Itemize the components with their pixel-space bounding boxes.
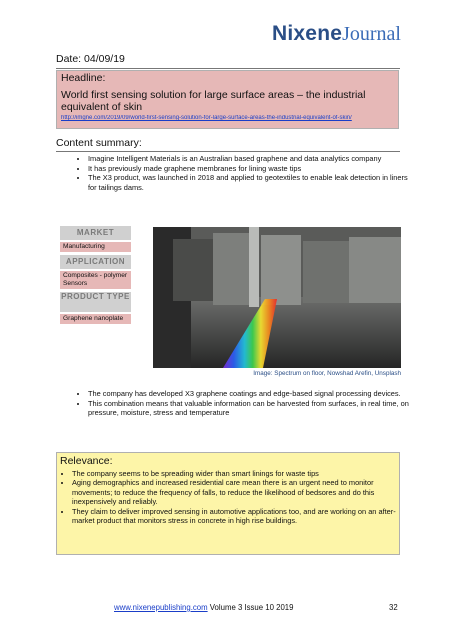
list-item: • This combination means that valuable information can be harvested from surfaces, in real time, on pressure, moisture, stress and temperature [88,399,418,418]
market-value: Manufacturing [60,242,131,252]
relevance-label: Relevance: [60,455,113,467]
list-item: • Aging demographics and increased residential care mean there is an urgent need to monitor movements; to reduce the frequency of falls, to reduce the likelihood of bedsores and do this inexpensively and reliably. [72,478,396,506]
list-item: • The company has developed X3 graphene coatings and edge-based signal processing devices. [88,389,418,399]
logo-journal: Journal [342,23,401,45]
summary-list [66,154,418,192]
image-caption: Image: Spectrum on floor, Nowshad Arefin, Unsplash [253,370,401,377]
application-values [60,271,131,289]
relevance-list [60,469,396,525]
headline-title: World first sensing solution for large surface areas – the industrial equivalent of skin [61,89,366,113]
headline-link[interactable]: http://imgne.com/2019/09/world-first-sensing-solution-for-large-surface-areas-the-industrial-equivalent-of-skin/ [61,115,352,121]
footer-issue: Volume 3 Issue 10 2019 [207,603,294,612]
list-item: • It has previously made graphene membranes for lining waste tips [88,164,418,174]
footer-website-link[interactable]: www.nixenepublishing.com [114,603,208,612]
market-label: MARKET [60,226,131,240]
list-item: • They claim to deliver improved sensing in automotive applications too, and are working on an after-market product that monitors stress in concrete in high rise buildings. [72,507,396,526]
logo-brand: Nixene [272,22,343,45]
page-number: 32 [389,603,398,612]
journal-logo [272,22,401,46]
spectrum-photo [153,227,401,368]
application-label: APPLICATION [60,255,131,269]
headline-label: Headline: [61,72,106,84]
summary-label: Content summary: [56,137,400,152]
footer [114,603,293,612]
classification-sidebar [60,226,131,327]
list-item: • The X3 product, was launched in 2018 and applied to geotextiles to enable leak detection in liners for tailings dams. [88,173,418,192]
list-item: • The company seems to be spreading wider than smart linings for waste tips [72,469,396,478]
body-list [66,389,418,418]
list-item: • Imagine Intelligent Materials is an Australian based graphene and data analytics company [88,154,418,164]
application-value: Composites - polymer [63,272,128,279]
spectrum-photo-illustration [153,227,401,368]
product-type-label: PRODUCT TYPE [60,292,131,312]
headline-box [56,70,399,129]
application-value: Sensors [63,280,88,287]
relevance-box [56,452,400,555]
date-line: Date: 04/09/19 [56,53,400,69]
product-type-value: Graphene nanoplate [60,314,131,324]
